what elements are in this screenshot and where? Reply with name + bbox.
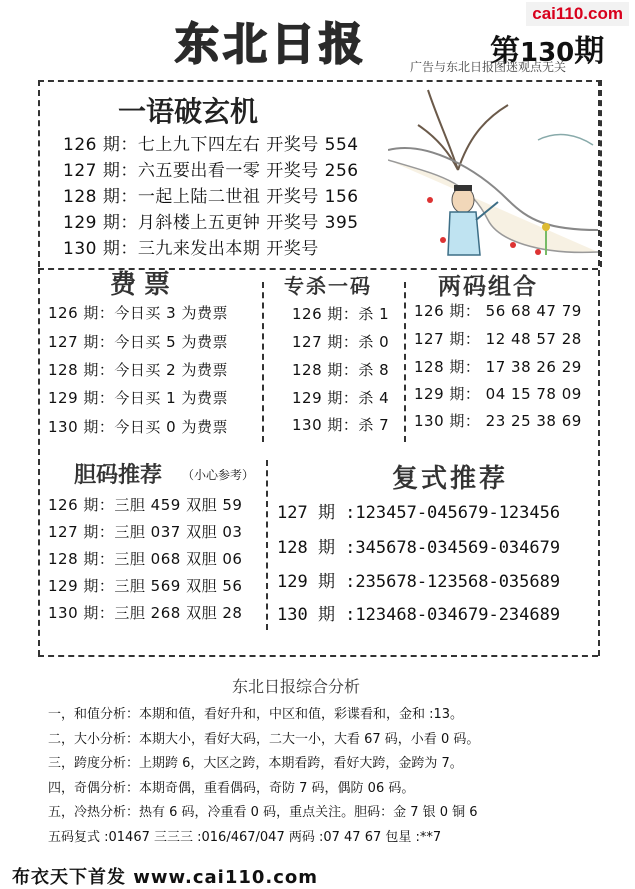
feipiao-row-127: 127 期：今日买 5 为费票 — [48, 333, 228, 351]
liangma-row-129: 129 期： 04 15 78 09 — [414, 385, 582, 403]
frame-col-divider-2 — [404, 282, 406, 442]
liangma-row-128: 128 期： 17 38 26 29 — [414, 358, 582, 376]
analysis-row-fushi: 五码复式 :01467 三三三 :016/467/047 两码 :07 47 67 包星 :**7 — [48, 830, 442, 845]
zhuansha-row-126: 126 期：杀 1 — [292, 305, 390, 323]
analysis-row-parity: 四，奇偶分析：本期奇偶，重看偶码，奇防 7 码，偶防 06 码。 — [48, 781, 415, 796]
analysis-row-sum: 一，和值分析：本期和值，看好升和，中区和值，彩谍看和，金和 :13。 — [48, 707, 464, 722]
danma-row-126: 126 期：三胆 459 双胆 59 — [48, 496, 243, 514]
masthead-title: 东北日报 — [175, 19, 367, 70]
danma-note: （小心参考） — [182, 468, 255, 482]
yiyu-row-126: 126 期：七上九下四左右 开奖号 554 — [63, 135, 359, 155]
danma-title: 胆码推荐 — [74, 463, 163, 488]
feipiao-row-126: 126 期：今日买 3 为费票 — [48, 304, 228, 322]
disclaimer: 广告与东北日报图迷观点无关 — [410, 60, 567, 74]
yiyu-row-127: 127 期：六五要出看一零 开奖号 256 — [63, 161, 359, 181]
liangma-row-127: 127 期： 12 48 57 28 — [414, 330, 582, 348]
issue-prefix: 第 — [490, 34, 520, 69]
issue-num: 130 — [520, 38, 575, 68]
yiyu-title: 一语破玄机 — [118, 95, 259, 128]
feipiao-row-128: 128 期：今日买 2 为费票 — [48, 361, 228, 379]
zhuansha-row-129: 129 期：杀 4 — [292, 389, 390, 407]
footer-text: 布衣天下首发 www.cai110.com — [12, 867, 319, 888]
frame-col-divider-3 — [266, 460, 268, 630]
issue-suffix: 期 — [574, 34, 605, 69]
fushi-row-130: 130 期 :123468-034679-234689 — [277, 605, 561, 625]
feipiao-title: 费票 — [110, 270, 179, 300]
analysis-row-span: 三，跨度分析：上期跨 6，大区之跨，本期看跨，看好大跨，金跨为 7。 — [48, 756, 463, 771]
fushi-row-129: 129 期 :235678-123568-035689 — [277, 572, 561, 592]
frame-left-column — [38, 268, 40, 656]
liangma-row-126: 126 期： 56 68 47 79 — [414, 302, 582, 320]
analysis-row-size: 二，大小分析：本期大小，看好大码，二大一小，大看 67 码，小看 0 码。 — [48, 732, 480, 747]
zhuansha-row-130: 130 期：杀 7 — [292, 416, 390, 434]
liangma-title: 两码组合 — [438, 274, 538, 300]
analysis-title: 东北日报综合分析 — [232, 677, 361, 696]
scholar-illustration — [388, 80, 598, 265]
zhuansha-row-127: 127 期：杀 0 — [292, 333, 390, 351]
frame-right-column — [598, 80, 600, 656]
yiyu-row-128: 128 期：一起上陆二世祖 开奖号 156 — [63, 187, 359, 207]
frame-col-divider-1 — [262, 282, 264, 442]
fushi-title: 复式推荐 — [392, 464, 509, 494]
yiyu-row-130: 130 期：三九来发出本期 开奖号 — [63, 239, 319, 259]
zhuansha-title: 专杀一码 — [284, 274, 372, 298]
frame-bottom — [38, 655, 598, 657]
fushi-row-127: 127 期 :123457-045679-123456 — [277, 503, 561, 523]
fushi-row-128: 128 期 :345678-034569-034679 — [277, 538, 561, 558]
danma-row-130: 130 期：三胆 268 双胆 28 — [48, 604, 243, 622]
feipiao-row-130: 130 期：今日买 0 为费票 — [48, 418, 228, 436]
danma-row-128: 128 期：三胆 068 双胆 06 — [48, 550, 243, 568]
danma-row-127: 127 期：三胆 037 双胆 03 — [48, 523, 243, 541]
yiyu-row-129: 129 期：月斜楼上五更钟 开奖号 395 — [63, 213, 359, 233]
feipiao-row-129: 129 期：今日买 1 为费票 — [48, 389, 228, 407]
danma-row-129: 129 期：三胆 569 双胆 56 — [48, 577, 243, 595]
zhuansha-row-128: 128 期：杀 8 — [292, 361, 390, 379]
analysis-row-hotcold: 五，冷热分析：热有 6 码，冷重看 0 码，重点关注。胆码：金 7 银 0 铜 6 — [48, 805, 478, 820]
liangma-row-130: 130 期： 23 25 38 69 — [414, 412, 582, 430]
site-badge: cai110.com — [526, 2, 629, 26]
